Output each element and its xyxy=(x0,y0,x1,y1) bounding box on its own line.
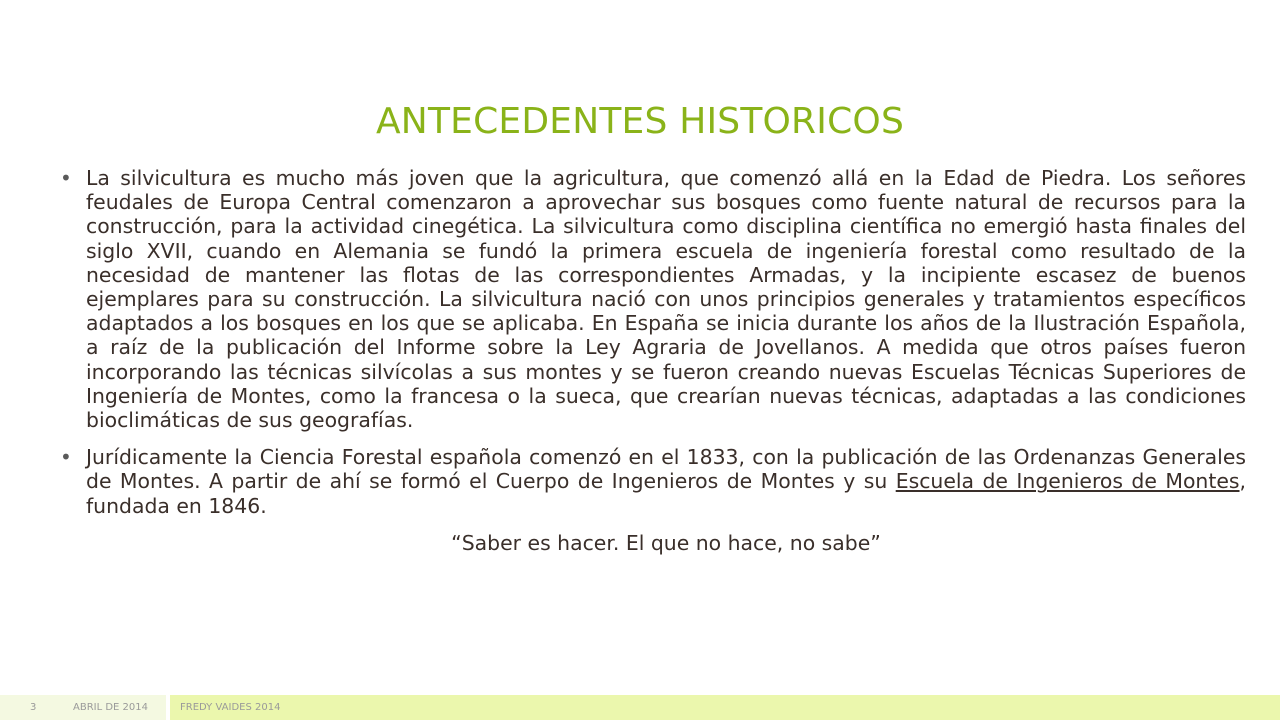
slide-title: ANTECEDENTES HISTORICOS xyxy=(375,101,905,142)
footer-bar xyxy=(0,695,1280,720)
bullet-paragraph-2 xyxy=(60,445,1246,518)
bullet-dot-icon: • xyxy=(60,166,72,190)
footer-right-segment xyxy=(170,695,1280,720)
bullet-text-2-after: , fundada en 1846. xyxy=(86,469,1246,518)
bullet-text-1: La silvicultura es mucho más joven que la agricultura, que comenzó allá en la Edad de Piedra. Los señores feudales de Europa Central comenzaron a aprovechar sus bosques como fuente natural de recursos para la construcción, para la actividad cinegética. La silvicultura como disciplina científica no emergió hasta finales del siglo XVII, cuando en Alemania se fundó la primera escuela de ingeniería forestal como resultado de la necesidad de mantener las flotas de las correspondientes Armadas, y la incipiente escasez de buenos ejemplares para su construcción. La silvicultura nació con unos principios generales y tratamientos específicos adaptados a los bosques en los que se aplicaba. En España se inicia durante los años de la Ilustración Española, a raíz de la publicación del Informe sobre la Ley Agraria de Jovellanos. A medida que otros países fueron incorporando las técnicas silvícolas a sus montes y se fueron creando nuevas Escuelas Técnicas Superiores de Ingeniería de Montes, como la francesa o la sueca, que crearían nuevas técnicas, adaptadas a las condiciones bioclimáticas de sus geografías. xyxy=(86,166,1246,433)
escuela-ingenieros-link[interactable]: Escuela de Ingenieros de Montes xyxy=(895,469,1240,494)
quote-text: “Saber es hacer. El que no hace, no sabe” xyxy=(451,530,881,555)
bullet-dot-icon: • xyxy=(60,445,72,470)
bullet-paragraph-1 xyxy=(60,166,1246,432)
footer-date: ABRIL DE 2014 xyxy=(73,702,148,713)
bullet-text-2-before: Jurídicamente la Ciencia Forestal española comenzó en el 1833, con la publicación de las Ordenanzas Generales de Montes. A partir de ahí se formó el Cuerpo de Ingenieros de Montes y su xyxy=(86,445,1246,494)
footer-author: FREDY VAIDES 2014 xyxy=(180,702,281,713)
page-number: 3 xyxy=(30,702,37,713)
slide-body xyxy=(60,166,1246,555)
